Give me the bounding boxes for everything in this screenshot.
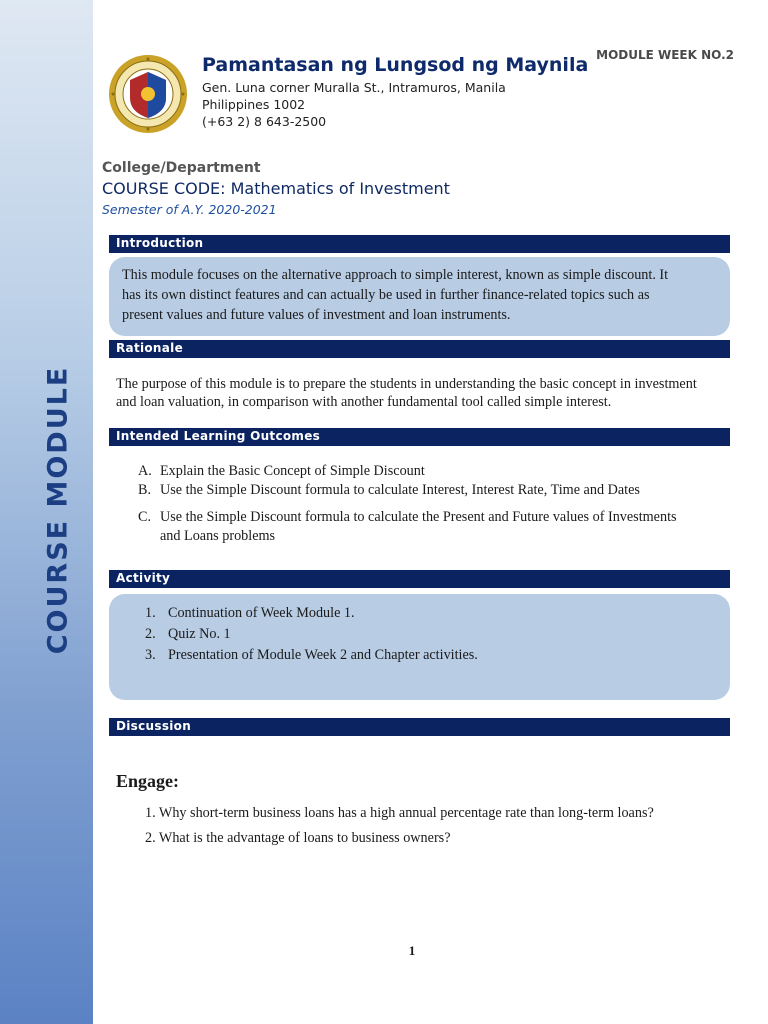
activity-header-bar [109, 570, 730, 588]
university-name: Pamantasan ng Lungsod ng Maynila [202, 54, 589, 76]
introduction-header-bar [109, 235, 730, 253]
activity-marker: 3. [145, 647, 156, 663]
activity-item: Continuation of Week Module 1. [168, 605, 355, 621]
phone-number: (+63 2) 8 643-2500 [202, 114, 327, 129]
sidebar-band [0, 0, 93, 1024]
engage-question: 1. Why short-term business loans has a high annual percentage rate than long-term loans? [145, 805, 654, 821]
engage-title: Engage: [116, 771, 179, 791]
activity-marker: 2. [145, 626, 156, 642]
rationale-heading: Rationale [116, 341, 184, 355]
engage-question: 2. What is the advantage of loans to business owners? [145, 830, 451, 846]
outcome-marker: A. [138, 463, 152, 479]
university-seal-icon [108, 54, 188, 134]
rationale-line: The purpose of this module is to prepare the students in understanding the basic concept in investment [116, 376, 697, 392]
address-line-1: Gen. Luna corner Muralla St., Intramuros, Manila [202, 80, 506, 95]
sidebar-label: COURSE MODULE [42, 365, 74, 655]
activity-item: Quiz No. 1 [168, 626, 231, 642]
introduction-heading: Introduction [116, 236, 204, 250]
outcome-text: Explain the Basic Concept of Simple Discount [160, 463, 425, 479]
activity-marker: 1. [145, 605, 156, 621]
course-code: COURSE CODE: Mathematics of Investment [102, 179, 450, 198]
college-department: College/Department [102, 160, 261, 176]
introduction-text [122, 265, 668, 325]
outcome-marker: C. [138, 509, 152, 525]
activity-box [109, 594, 730, 700]
discussion-heading: Discussion [116, 719, 192, 733]
rationale-line: and loan valuation, in comparison with another fundamental tool called simple interest. [116, 394, 612, 410]
activity-item: Presentation of Module Week 2 and Chapter activities. [168, 647, 478, 663]
rationale-header-bar [109, 340, 730, 358]
introduction-line: has its own distinct features and can actually be used in further finance-related topics such as [122, 287, 650, 303]
outcomes-header-bar [109, 428, 730, 446]
module-week-label: MODULE WEEK NO.2 [596, 48, 734, 62]
semester: Semester of A.Y. 2020-2021 [102, 202, 277, 217]
rationale-text [116, 375, 697, 411]
introduction-line: present values and future values of investment and loan instruments. [122, 307, 511, 323]
outcome-text: and Loans problems [160, 528, 276, 544]
outcome-text: Use the Simple Discount formula to calculate the Present and Future values of Investments [160, 509, 677, 525]
address-line-2: Philippines 1002 [202, 97, 306, 112]
discussion-header-bar [109, 718, 730, 736]
outcomes-heading: Intended Learning Outcomes [116, 429, 321, 443]
introduction-box [109, 257, 730, 336]
activity-heading: Activity [116, 571, 171, 585]
introduction-line: This module focuses on the alternative approach to simple interest, known as simple discount. It [122, 267, 669, 283]
page-number: 1 [408, 943, 416, 958]
outcome-text: Use the Simple Discount formula to calculate Interest, Interest Rate, Time and Dates [160, 482, 640, 498]
outcome-marker: B. [138, 482, 152, 498]
